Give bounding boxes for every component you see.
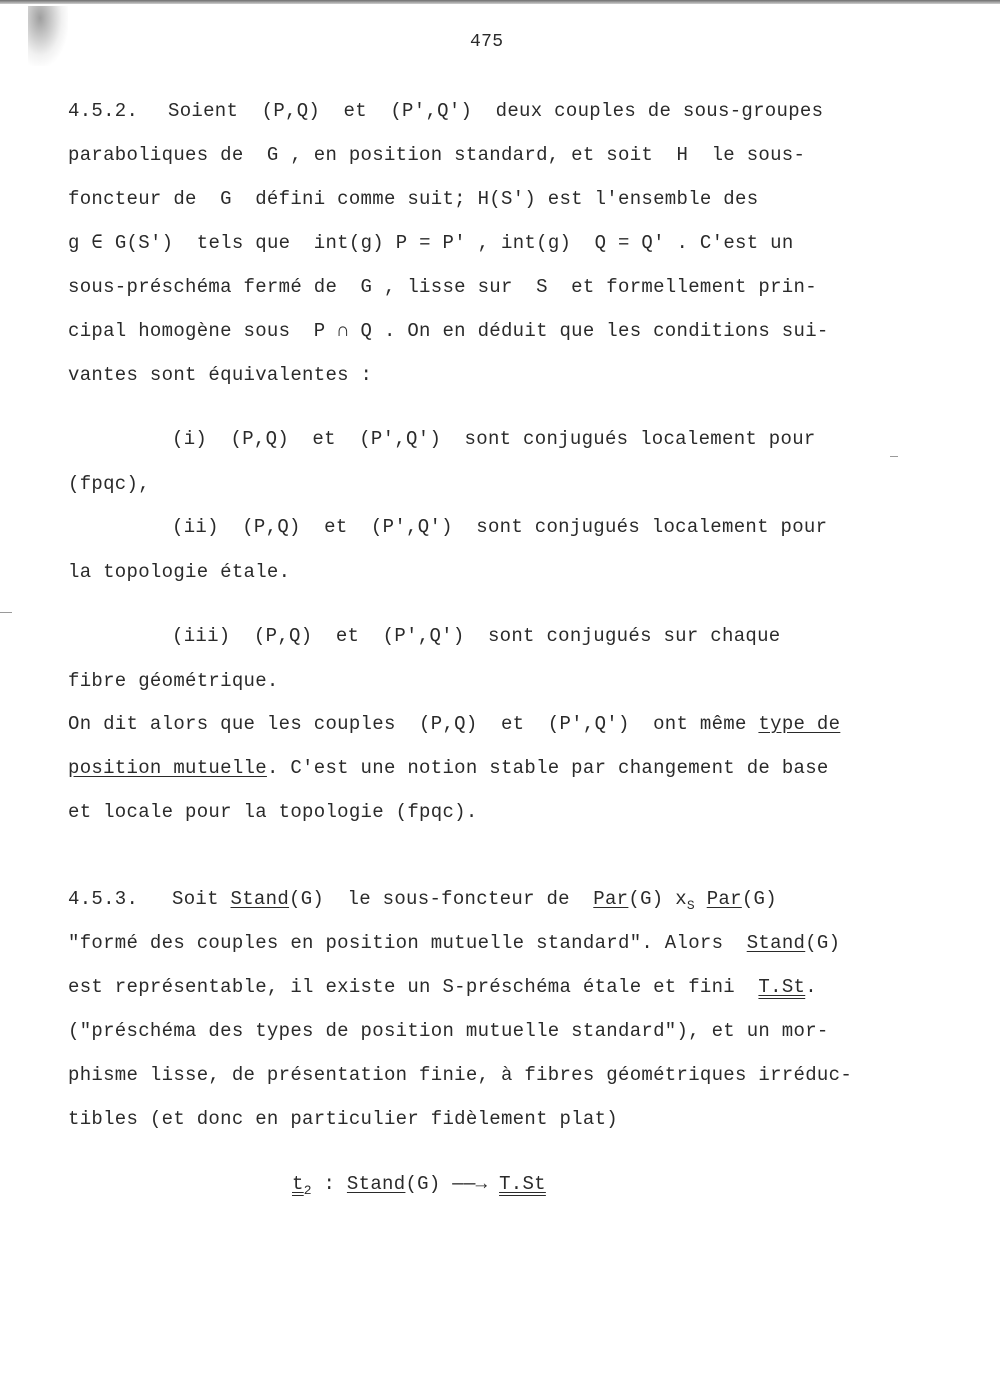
text-run: (G) bbox=[805, 932, 841, 954]
formula-target: T.St bbox=[499, 1173, 546, 1195]
paragraph-line: Soient (P,Q) et (P',Q') deux couples de sous-groupes bbox=[168, 100, 824, 122]
formula-subscript: 2 bbox=[303, 1182, 312, 1198]
text-run: . bbox=[805, 976, 817, 998]
text-run: est représentable, il existe un S-préschéma étale et fini bbox=[68, 976, 759, 998]
type-scheme: T.St bbox=[758, 976, 806, 998]
scan-smudge bbox=[28, 6, 68, 66]
text-run bbox=[695, 888, 707, 910]
formula-morphism: t bbox=[292, 1173, 304, 1195]
conclusion-text: On dit alors que les couples (P,Q) et (P',Q') ont même bbox=[68, 713, 759, 735]
text-run: (G) le sous-foncteur de bbox=[289, 888, 594, 910]
margin-mark-right bbox=[890, 456, 898, 457]
scan-top-edge bbox=[0, 0, 1000, 4]
display-formula bbox=[292, 1172, 546, 1196]
paragraph-line: phisme lisse, de présentation finie, à fibres géométriques irréduc- bbox=[68, 1064, 853, 1086]
defined-term: type de bbox=[758, 713, 841, 735]
formula-colon: : bbox=[311, 1173, 347, 1195]
paragraph-line: foncteur de G défini comme suit; H(S') est l'ensemble des bbox=[68, 188, 759, 210]
paragraph-line: ("préschéma des types de position mutuelle standard"), et un mor- bbox=[68, 1020, 829, 1042]
section-label-4-5-2: 4.5.2. bbox=[68, 100, 139, 122]
condition-i-continued: (fpqc), bbox=[68, 473, 150, 495]
formula-source: Stand bbox=[346, 1173, 406, 1195]
page-number: 475 bbox=[470, 32, 504, 52]
paragraph-line: tibles (et donc en particulier fidèlement plat) bbox=[68, 1108, 618, 1130]
paragraph-line: sous-préschéma fermé de G , lisse sur S et formellement prin- bbox=[68, 276, 817, 298]
text-run: "formé des couples en position mutuelle standard". Alors bbox=[68, 932, 747, 954]
condition-i: (i) (P,Q) et (P',Q') sont conjugués localement pour bbox=[172, 428, 816, 450]
condition-iii-continued: fibre géométrique. bbox=[68, 670, 279, 692]
text-run: (G) bbox=[741, 888, 777, 910]
paragraph-line bbox=[172, 887, 777, 911]
paragraph-line bbox=[68, 975, 817, 999]
subscript-s: S bbox=[686, 897, 696, 913]
stand-functor: Stand bbox=[230, 888, 290, 910]
conclusion-line: et locale pour la topologie (fpqc). bbox=[68, 801, 478, 823]
paragraph-line bbox=[68, 931, 840, 955]
section-label-4-5-3: 4.5.3. bbox=[68, 888, 139, 910]
paragraph-line: cipal homogène sous P ∩ Q . On en déduit que les conditions sui- bbox=[68, 320, 829, 342]
text-run: Soit bbox=[172, 888, 231, 910]
par-functor: Par bbox=[593, 888, 629, 910]
paragraph-line: paraboliques de G , en position standard, et soit H le sous- bbox=[68, 144, 806, 166]
par-functor: Par bbox=[706, 888, 742, 910]
condition-ii-continued: la topologie étale. bbox=[68, 561, 291, 583]
paragraph-line: vantes sont équivalentes : bbox=[68, 364, 373, 386]
conclusion-line bbox=[68, 756, 829, 780]
text-run: (G) x bbox=[628, 888, 687, 910]
conclusion-line bbox=[68, 712, 840, 736]
conclusion-text: . C'est une notion stable par changement de base bbox=[266, 757, 829, 779]
paragraph-line: g ∈ G(S') tels que int(g) P = P' , int(g) Q = Q' . C'est un bbox=[68, 232, 794, 254]
formula-source-arg: (G) bbox=[405, 1173, 441, 1195]
condition-ii: (ii) (P,Q) et (P',Q') sont conjugués localement pour bbox=[172, 516, 828, 538]
condition-iii: (iii) (P,Q) et (P',Q') sont conjugués sur chaque bbox=[172, 625, 781, 647]
margin-mark bbox=[0, 612, 12, 613]
arrow-icon: ——→ bbox=[452, 1173, 488, 1195]
defined-term: position mutuelle bbox=[68, 757, 267, 779]
stand-functor: Stand bbox=[746, 932, 806, 954]
